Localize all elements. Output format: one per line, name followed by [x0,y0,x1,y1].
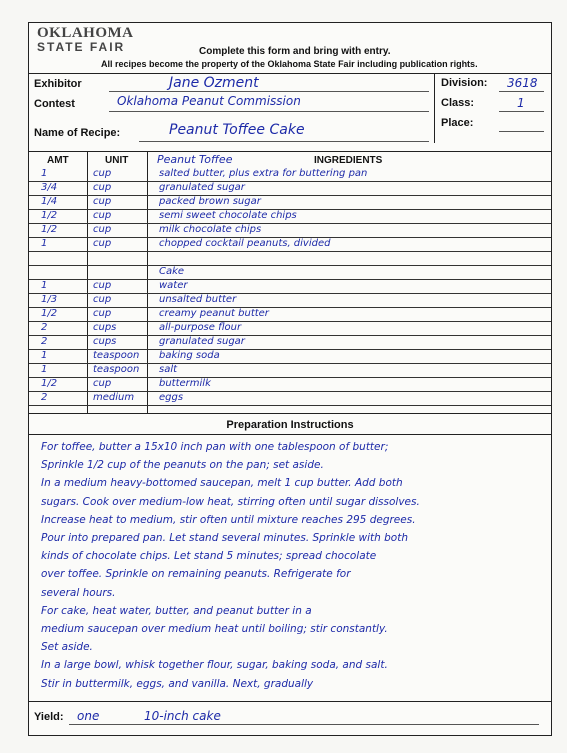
contest-value: Oklahoma Peanut Commission [117,94,301,108]
ingredient-name: water [159,280,188,291]
ingredient-name: packed brown sugar [159,196,261,207]
prep-line: In a large bowl, whisk together flour, sugar, baking soda, and salt. [41,659,388,672]
prep-line: Increase heat to medium, stir often until mixture reaches 295 degrees. [41,513,416,526]
prep-line: For cake, heat water, butter, and peanut butter in a [41,604,312,617]
logo-line-1: OKLAHOMA [37,25,134,41]
rights-notice: All recipes become the property of the Oklahoma State Fair including publication rights. [101,59,478,69]
ingredient-unit: cup [93,196,112,207]
contest-label: Contest [34,98,75,110]
prep-line: Pour into prepared pan. Let stand several minutes. Sprinkle with both [41,532,408,544]
ingredient-amount: 1 [41,350,48,361]
ingredient-unit: cup [93,168,112,179]
prep-line: Sprinkle 1/2 cup of the peanuts on the pan; set aside. [41,459,324,472]
ingredient-name: salt [159,364,178,375]
ingredient-name: all-purpose flour [159,322,242,333]
ingredient-amount: 1/2 [41,224,58,235]
ingredient-amount: 1 [41,364,48,375]
ingredient-amount: 2 [41,336,48,347]
ingredient-amount: 1 [41,168,48,179]
exhibitor-label: Exhibitor [34,78,82,90]
section-peanut-toffee: Peanut Toffee [157,153,233,166]
prep-line: over toffee. Sprinkle on remaining peanuts. Refrigerate for [41,568,351,581]
ingredient-unit: cup [93,308,112,319]
ingredient-unit: cup [93,238,112,249]
division-value: 3618 [507,76,538,90]
ingredient-name: milk chocolate chips [159,224,262,235]
ingredient-amount: 1/4 [41,196,58,207]
ingredient-name: Cake [159,266,185,277]
ingredient-amount: 3/4 [41,182,58,193]
recipe-name-label: Name of Recipe: [34,127,121,139]
ingredient-name: granulated sugar [159,336,245,347]
ingredient-amount: 2 [41,322,48,333]
prep-line: Stir in buttermilk, eggs, and vanilla. Next, gradually [41,677,314,690]
prep-line: Set aside. [41,641,93,654]
prep-line: For toffee, butter a 15x10 inch pan with one tablespoon of butter; [41,441,389,453]
division-label: Division: [441,77,488,89]
ingredient-name: eggs [159,392,184,403]
ingredient-name: baking soda [159,350,220,361]
ingredient-amount: 1/3 [41,294,58,305]
yield-value: 10-inch cake [144,709,221,723]
ingredient-unit: cup [93,280,112,291]
unit-column-header: UNIT [105,155,129,166]
ingredient-unit: teaspoon [93,350,140,361]
ingredient-name: creamy peanut butter [159,308,269,319]
place-label: Place: [441,117,474,129]
row-divider [29,251,551,252]
recipe-form [28,22,552,736]
prep-line: kinds of chocolate chips. Let stand 5 minutes; spread chocolate [41,550,377,563]
ingredient-unit: medium [93,392,135,403]
ingredient-unit: teaspoon [93,364,140,375]
class-value: 1 [517,96,525,110]
ingredient-name: granulated sugar [159,182,245,193]
prep-line: In a medium heavy-bottomed saucepan, melt 1 cup butter. Add both [41,477,403,490]
prep-line: sugars. Cook over medium-low heat, stirring often until sugar dissolves. [41,495,420,508]
ingredient-amount: 2 [41,392,48,403]
ingredient-unit: cup [93,182,112,193]
ingredient-unit: cup [93,378,112,389]
ingredient-amount: 1/2 [41,378,58,389]
ingredient-name: semi sweet chocolate chips [159,210,297,221]
ingredient-amount: 1 [41,238,48,249]
ingredient-name: salted butter, plus extra for buttering pan [159,168,368,179]
ingredient-name: buttermilk [159,378,211,389]
ingredient-unit: cups [93,322,117,333]
ingredient-amount: 1/2 [41,210,58,221]
ingredient-amount: 1 [41,280,48,291]
logo-line-2: STATE FAIR [37,40,126,54]
form-instruction: Complete this form and bring with entry. [199,46,391,57]
yield-amount: one [77,709,100,723]
class-label: Class: [441,97,475,109]
amt-column-header: AMT [47,155,69,166]
row-divider [29,405,551,406]
ingredient-unit: cup [93,224,112,235]
ingredient-unit: cups [93,336,117,347]
recipe-name-value: Peanut Toffee Cake [169,122,305,138]
ingredient-amount: 1/2 [41,308,58,319]
prep-title: Preparation Instructions [226,419,354,431]
ingredient-name: chopped cocktail peanuts, divided [159,238,331,249]
exhibitor-value: Jane Ozment [169,75,259,91]
prep-line: several hours. [41,586,116,599]
state-fair-logo [37,27,134,53]
ingredient-unit: cup [93,294,112,305]
ingredients-column-header: INGREDIENTS [314,155,383,166]
ingredient-unit: cup [93,210,112,221]
ingredient-name: unsalted butter [159,294,237,305]
prep-line: medium saucepan over medium heat until boiling; stir constantly. [41,623,388,635]
yield-label: Yield: [34,711,64,723]
